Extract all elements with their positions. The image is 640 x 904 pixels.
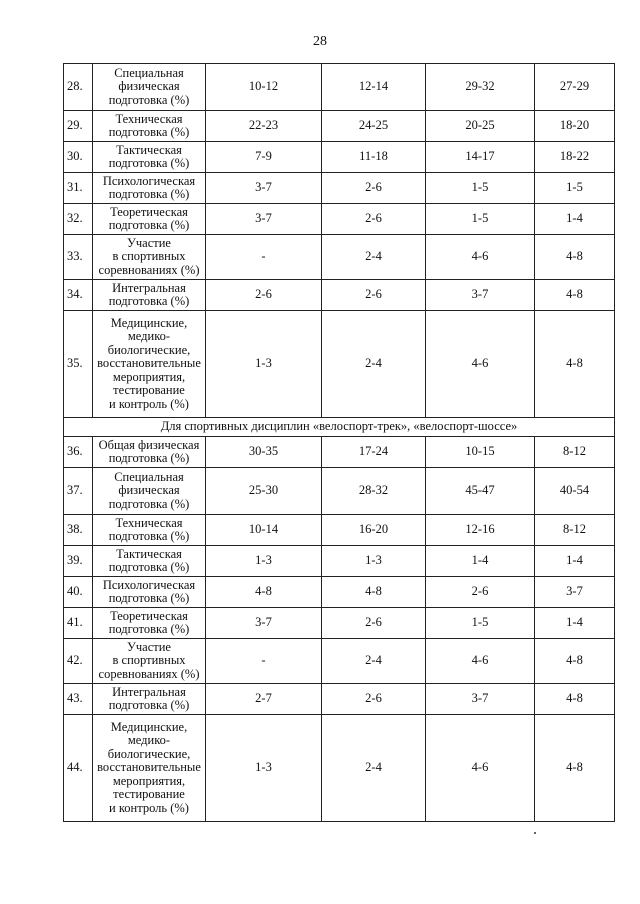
row-value: 10-15 [426, 437, 535, 468]
row-label: Теоретическая подготовка (%) [93, 608, 206, 639]
row-number: 35. [64, 311, 93, 418]
row-number: 36. [64, 437, 93, 468]
row-value: 11-18 [322, 142, 426, 173]
row-label: Специальная физическая подготовка (%) [93, 64, 206, 111]
row-value: 2-4 [322, 311, 426, 418]
row-label: Техническая подготовка (%) [93, 111, 206, 142]
row-value: 4-8 [206, 577, 322, 608]
row-value: 25-30 [206, 468, 322, 515]
section-row [64, 418, 615, 437]
row-label: Интегральная подготовка (%) [93, 280, 206, 311]
row-value: 2-4 [322, 639, 426, 684]
section-title: Для спортивных дисциплин «велоспорт-трек», «велоспорт-шоссе» [64, 418, 615, 437]
row-value: 1-4 [426, 546, 535, 577]
scan-speck [534, 832, 536, 834]
table-row [64, 235, 615, 280]
table-row [64, 468, 615, 515]
row-number: 38. [64, 515, 93, 546]
table-row [64, 142, 615, 173]
row-number: 42. [64, 639, 93, 684]
row-label: Психологическая подготовка (%) [93, 577, 206, 608]
row-value: 14-17 [426, 142, 535, 173]
row-value: 8-12 [535, 515, 615, 546]
row-value: 20-25 [426, 111, 535, 142]
row-number: 33. [64, 235, 93, 280]
row-value: 1-4 [535, 204, 615, 235]
row-number: 30. [64, 142, 93, 173]
row-value: 27-29 [535, 64, 615, 111]
row-label: Психологическая подготовка (%) [93, 173, 206, 204]
row-value: 4-8 [535, 684, 615, 715]
row-value: 3-7 [206, 204, 322, 235]
row-value: - [206, 639, 322, 684]
row-label: Теоретическая подготовка (%) [93, 204, 206, 235]
row-value: 1-5 [426, 173, 535, 204]
row-value: 4-8 [535, 235, 615, 280]
row-label: Медицинские, медико- биологические, восстановительные мероприятия, тестирование и контроль (%) [93, 715, 206, 822]
row-value: 30-35 [206, 437, 322, 468]
row-value: 28-32 [322, 468, 426, 515]
row-value: 2-6 [426, 577, 535, 608]
row-label: Техническая подготовка (%) [93, 515, 206, 546]
row-number: 32. [64, 204, 93, 235]
row-value: 2-6 [322, 204, 426, 235]
row-value: 18-20 [535, 111, 615, 142]
row-value: 2-6 [322, 280, 426, 311]
row-number: 40. [64, 577, 93, 608]
row-value: 3-7 [426, 684, 535, 715]
row-number: 39. [64, 546, 93, 577]
row-value: 1-3 [206, 546, 322, 577]
table-row [64, 311, 615, 418]
table-row [64, 64, 615, 111]
row-label: Общая физическая подготовка (%) [93, 437, 206, 468]
table-body-before-section [64, 64, 615, 418]
row-value: 2-6 [322, 684, 426, 715]
row-value: 8-12 [535, 437, 615, 468]
row-label: Специальная физическая подготовка (%) [93, 468, 206, 515]
row-value: 22-23 [206, 111, 322, 142]
table-row [64, 684, 615, 715]
row-value: 18-22 [535, 142, 615, 173]
row-value: 3-7 [426, 280, 535, 311]
table-body-after-section [64, 437, 615, 822]
row-label: Интегральная подготовка (%) [93, 684, 206, 715]
row-number: 44. [64, 715, 93, 822]
table-row [64, 546, 615, 577]
row-value: 40-54 [535, 468, 615, 515]
section-header [64, 418, 615, 437]
row-number: 43. [64, 684, 93, 715]
row-value: 2-6 [206, 280, 322, 311]
row-value: 1-3 [206, 715, 322, 822]
table-row [64, 639, 615, 684]
row-value: 2-4 [322, 715, 426, 822]
row-value: 1-4 [535, 608, 615, 639]
row-value: 24-25 [322, 111, 426, 142]
row-value: 1-5 [426, 608, 535, 639]
row-value: 3-7 [535, 577, 615, 608]
row-value: 10-14 [206, 515, 322, 546]
table-row [64, 204, 615, 235]
row-value: 2-4 [322, 235, 426, 280]
row-label: Медицинские, медико- биологические, восстановительные мероприятия, тестирование и контроль (%) [93, 311, 206, 418]
row-number: 31. [64, 173, 93, 204]
table-row [64, 608, 615, 639]
row-value: 45-47 [426, 468, 535, 515]
row-value: 17-24 [322, 437, 426, 468]
table-row [64, 715, 615, 822]
row-value: 4-8 [535, 311, 615, 418]
page-number: 28 [313, 34, 327, 49]
row-number: 28. [64, 64, 93, 111]
row-value: 4-8 [535, 715, 615, 822]
row-value: 10-12 [206, 64, 322, 111]
row-value: 3-7 [206, 608, 322, 639]
row-value: 3-7 [206, 173, 322, 204]
row-value: 1-5 [426, 204, 535, 235]
table-row [64, 515, 615, 546]
table-row [64, 173, 615, 204]
row-value: 7-9 [206, 142, 322, 173]
row-value: 2-7 [206, 684, 322, 715]
table-row [64, 437, 615, 468]
row-value: 4-8 [322, 577, 426, 608]
row-value: 12-16 [426, 515, 535, 546]
row-value: 16-20 [322, 515, 426, 546]
row-value: 4-6 [426, 639, 535, 684]
row-number: 37. [64, 468, 93, 515]
row-number: 29. [64, 111, 93, 142]
row-value: 4-6 [426, 715, 535, 822]
row-value: 4-8 [535, 280, 615, 311]
row-value: 2-6 [322, 608, 426, 639]
row-value: 1-3 [206, 311, 322, 418]
row-value: 4-6 [426, 311, 535, 418]
row-value: 12-14 [322, 64, 426, 111]
row-value: 1-4 [535, 546, 615, 577]
row-value: - [206, 235, 322, 280]
row-label: Тактическая подготовка (%) [93, 546, 206, 577]
row-label: Участие в спортивных соревнованиях (%) [93, 639, 206, 684]
row-value: 1-5 [535, 173, 615, 204]
row-value: 2-6 [322, 173, 426, 204]
training-ratio-table [63, 63, 615, 822]
table-row [64, 577, 615, 608]
row-number: 41. [64, 608, 93, 639]
row-value: 1-3 [322, 546, 426, 577]
row-value: 29-32 [426, 64, 535, 111]
row-number: 34. [64, 280, 93, 311]
row-value: 4-6 [426, 235, 535, 280]
row-value: 4-8 [535, 639, 615, 684]
row-label: Тактическая подготовка (%) [93, 142, 206, 173]
table-row [64, 111, 615, 142]
table-row [64, 280, 615, 311]
row-label: Участие в спортивных соревнованиях (%) [93, 235, 206, 280]
